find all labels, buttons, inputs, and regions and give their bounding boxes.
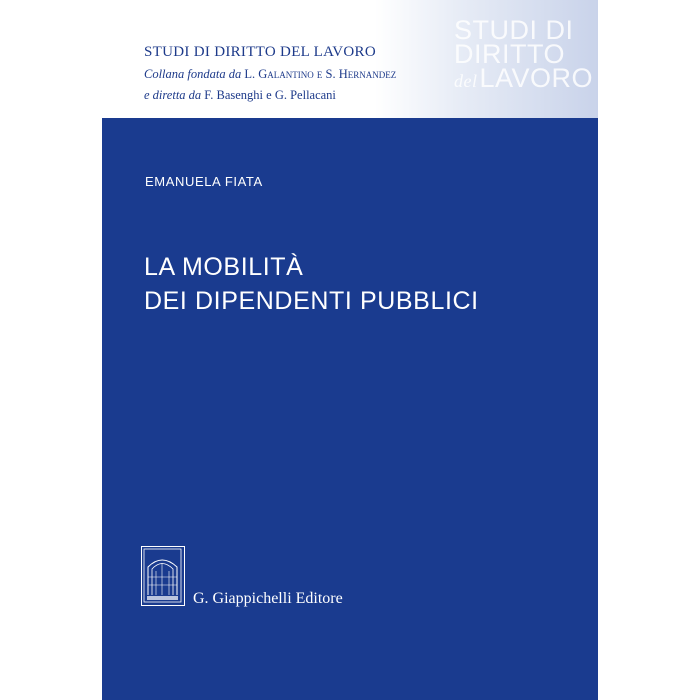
book-title-line-1: LA MOBILITÀ <box>144 253 304 281</box>
series-title: STUDI DI DIRITTO DEL LAVORO <box>144 44 376 60</box>
watermark-line-2: DIRITTO <box>454 39 565 69</box>
author-name: EMANUELA FIATA <box>145 174 263 189</box>
series-founded-prefix: Collana fondata da <box>144 67 242 81</box>
book-cover <box>102 0 598 700</box>
watermark-del: del <box>454 71 478 91</box>
series-founders-line <box>144 67 396 82</box>
publisher-name: G. Giappichelli Editore <box>193 590 343 607</box>
watermark-line-3-group <box>454 63 594 93</box>
series-directed-prefix: e diretta da <box>144 88 202 102</box>
book-title <box>144 250 479 318</box>
series-directors-line <box>144 88 336 103</box>
series-directors: F. Basenghi e G. Pellacani <box>204 88 336 102</box>
series-watermark <box>454 15 594 93</box>
watermark-line-1: STUDI DI <box>454 15 574 45</box>
watermark-line-3: LAVORO <box>479 63 594 93</box>
series-founders: L. Galantino e S. Hernandez <box>244 67 397 81</box>
series-header <box>102 0 598 118</box>
publisher-logo-icon <box>141 546 185 606</box>
book-title-line-2: DEI DIPENDENTI PUBBLICI <box>144 287 479 315</box>
